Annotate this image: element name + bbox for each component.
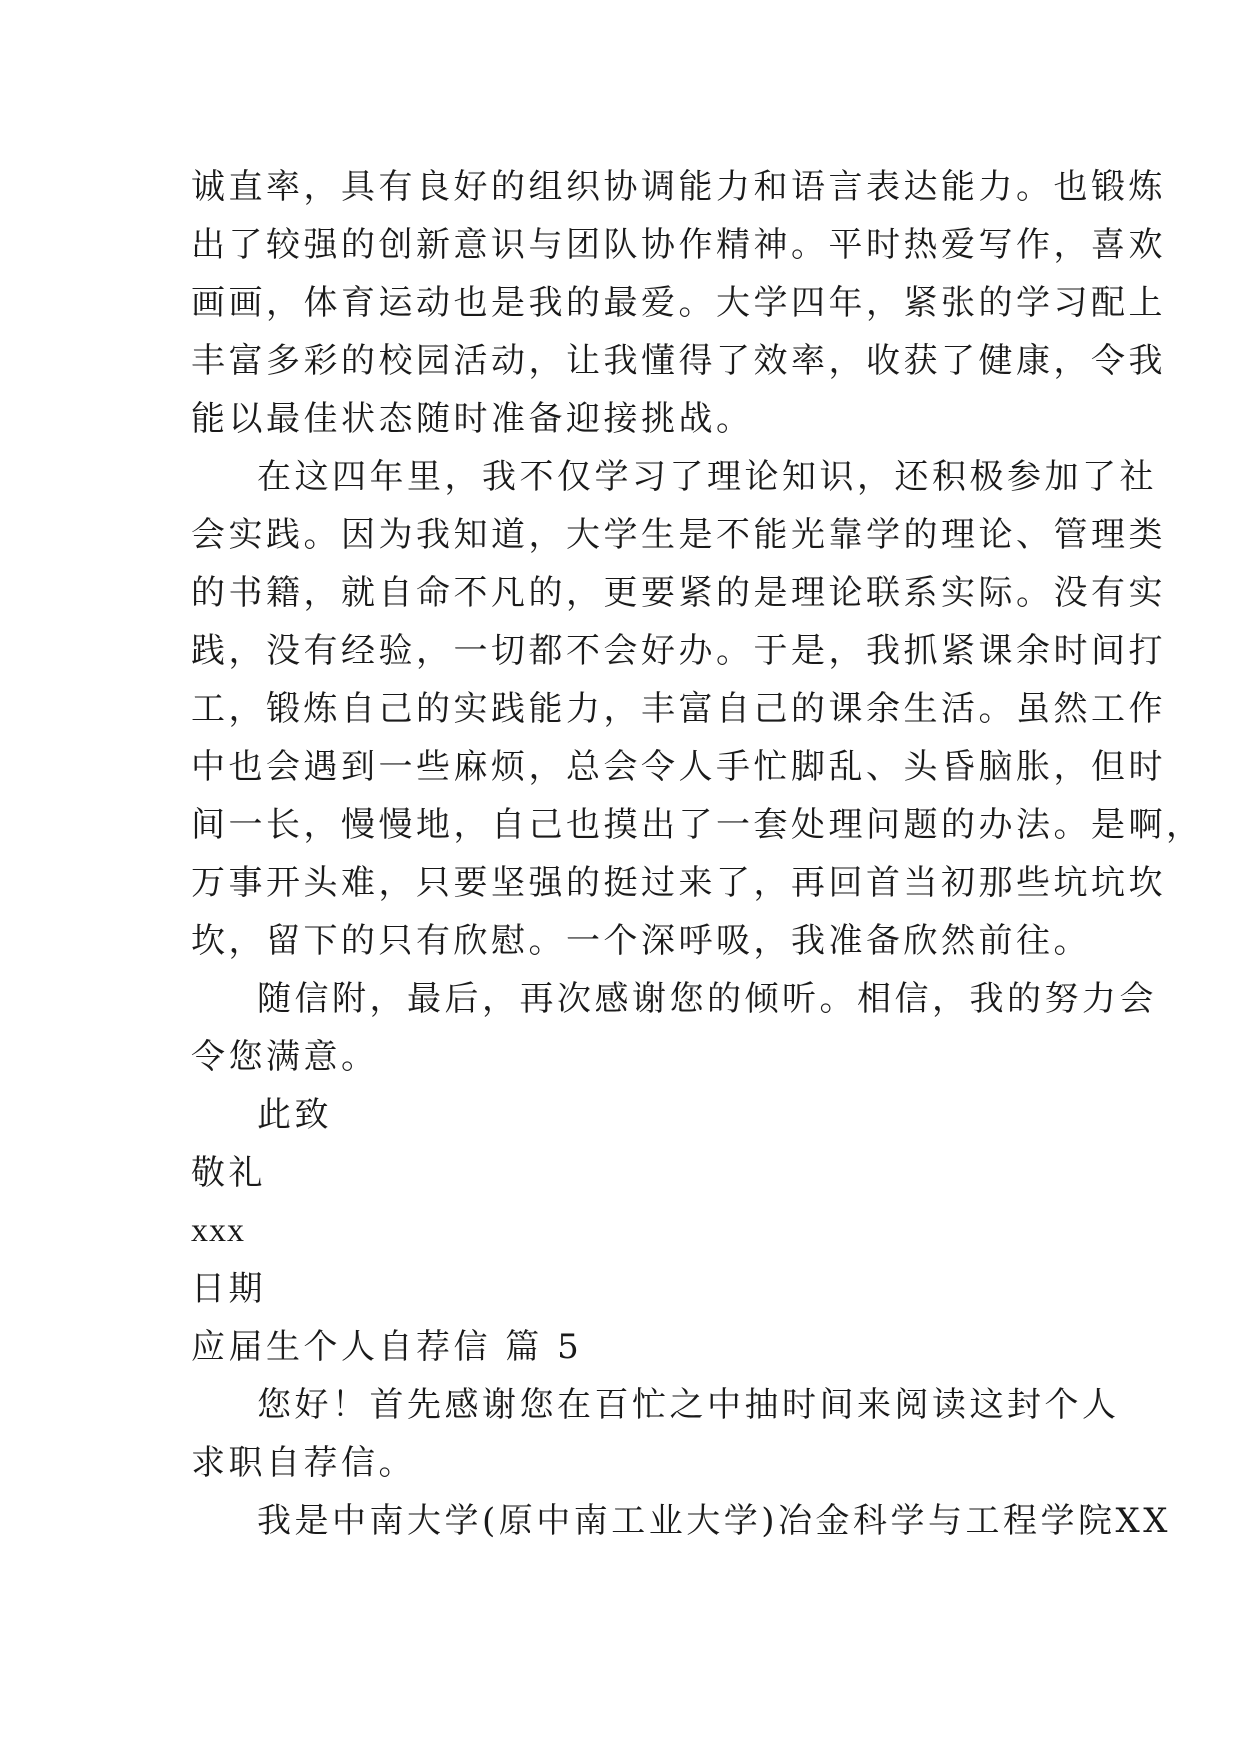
letter-body	[191, 158, 1204, 1550]
paragraph-start-line: 您好！首先感谢您在百忙之中抽时间来阅读这封个人	[257, 1385, 1120, 1425]
paragraph-start-line: 在这四年里，我不仅学习了理论知识，还积极参加了社	[257, 457, 1157, 497]
text-line: 的书籍，就自命不凡的，更要紧的是理论联系实际。没有实	[191, 573, 1166, 613]
text-line: 践，没有经验，一切都不会好办。于是，我抓紧课余时间打	[191, 631, 1166, 671]
text-line: 工，锻炼自己的实践能力，丰富自己的课余生活。虽然工作	[191, 689, 1166, 729]
text-line: 会实践。因为我知道，大学生是不能光靠学的理论、管理类	[191, 515, 1166, 555]
section-heading: 应届生个人自荐信 篇 5	[191, 1327, 583, 1367]
text-line: 令您满意。	[191, 1037, 379, 1077]
closing-salutation: 此致	[257, 1095, 332, 1135]
text-line: 画画，体育运动也是我的最爱。大学四年，紧张的学习配上	[191, 283, 1166, 323]
text-line: 坎，留下的只有欣慰。一个深呼吸，我准备欣然前往。	[191, 921, 1091, 961]
closing-regards: 敬礼	[191, 1153, 266, 1193]
text-line: 求职自荐信。	[191, 1443, 416, 1483]
text-line: 能以最佳状态随时准备迎接挑战。	[191, 399, 754, 439]
text-line: 万事开头难，只要坚强的挺过来了，再回首当初那些坑坑坎	[191, 863, 1166, 903]
date-label: 日期	[191, 1269, 266, 1309]
text-line: 诚直率，具有良好的组织协调能力和语言表达能力。也锻炼	[191, 167, 1166, 207]
text-line: 丰富多彩的校园活动，让我懂得了效率，收获了健康，令我	[191, 341, 1166, 381]
text-line: 中也会遇到一些麻烦，总会令人手忙脚乱、头昏脑胀，但时	[191, 747, 1166, 787]
signature-name: xxx	[191, 1212, 245, 1249]
text-line: 出了较强的创新意识与团队协作精神。平时热爱写作，喜欢	[191, 225, 1166, 265]
paragraph-start-line: 随信附，最后，再次感谢您的倾听。相信，我的努力会	[257, 979, 1157, 1019]
text-line: 间一长，慢慢地，自己也摸出了一套处理问题的办法。是啊，	[191, 805, 1204, 845]
paragraph-start-line: 我是中南大学(原中南工业大学)冶金科学与工程学院XX	[257, 1501, 1171, 1541]
